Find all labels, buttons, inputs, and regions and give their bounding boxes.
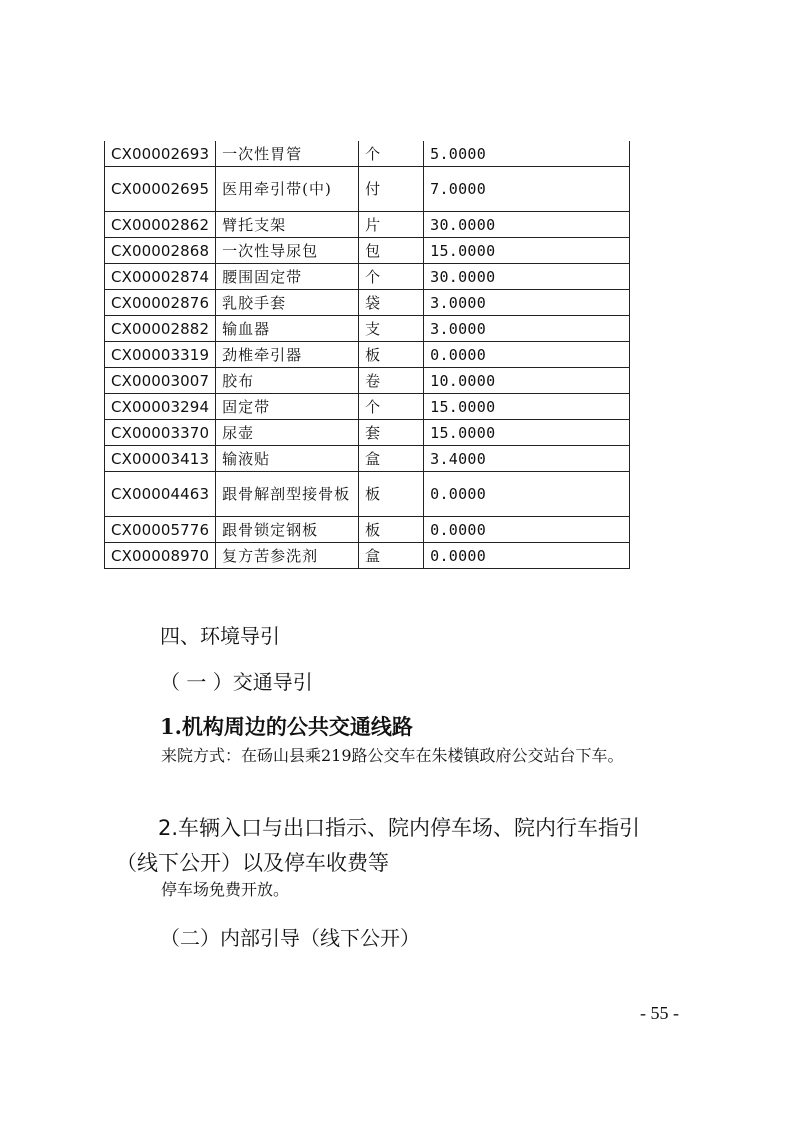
name-cell: 臂托支架 bbox=[216, 212, 359, 238]
price-cell: 0.0000 bbox=[424, 472, 630, 517]
price-cell: 0.0000 bbox=[424, 342, 630, 368]
price-cell: 30.0000 bbox=[424, 264, 630, 290]
name-cell: 劲椎牵引器 bbox=[216, 342, 359, 368]
subsection-heading: （二）内部引导（线下公开） bbox=[160, 926, 420, 950]
unit-cell: 付 bbox=[359, 167, 424, 212]
table-row bbox=[105, 394, 630, 420]
price-cell: 15.0000 bbox=[424, 420, 630, 446]
code-cell: CX00004463 bbox=[105, 472, 216, 517]
page-number: - 55 - bbox=[640, 1003, 679, 1023]
paragraph: 停车场免费开放。 bbox=[161, 880, 290, 899]
code-cell: CX00003413 bbox=[105, 446, 216, 472]
unit-cell: 板 bbox=[359, 517, 424, 543]
name-cell: 复方苦参洗剂 bbox=[216, 543, 359, 569]
price-cell: 15.0000 bbox=[424, 238, 630, 264]
code-cell: CX00008970 bbox=[105, 543, 216, 569]
code-cell: CX00003319 bbox=[105, 342, 216, 368]
unit-cell: 板 bbox=[359, 472, 424, 517]
section-heading: 四、环境导引 bbox=[160, 624, 280, 648]
table-row bbox=[105, 420, 630, 446]
unit-cell: 支 bbox=[359, 316, 424, 342]
consumables-price-table bbox=[104, 141, 630, 569]
unit-cell: 袋 bbox=[359, 290, 424, 316]
name-cell: 输液贴 bbox=[216, 446, 359, 472]
code-cell: CX00002876 bbox=[105, 290, 216, 316]
unit-cell: 包 bbox=[359, 238, 424, 264]
code-cell: CX00002695 bbox=[105, 167, 216, 212]
code-cell: CX00003294 bbox=[105, 394, 216, 420]
table-row bbox=[105, 290, 630, 316]
name-cell: 腰围固定带 bbox=[216, 264, 359, 290]
price-cell: 3.4000 bbox=[424, 446, 630, 472]
table-body bbox=[105, 141, 630, 569]
unit-cell: 板 bbox=[359, 342, 424, 368]
code-cell: CX00003370 bbox=[105, 420, 216, 446]
code-cell: CX00002862 bbox=[105, 212, 216, 238]
name-cell: 一次性胃管 bbox=[216, 141, 359, 167]
table-row bbox=[105, 342, 630, 368]
unit-cell: 个 bbox=[359, 264, 424, 290]
unit-cell: 片 bbox=[359, 212, 424, 238]
table-row bbox=[105, 238, 630, 264]
unit-cell: 盒 bbox=[359, 446, 424, 472]
price-cell: 3.0000 bbox=[424, 290, 630, 316]
table-row bbox=[105, 316, 630, 342]
name-cell: 胶布 bbox=[216, 368, 359, 394]
price-cell: 5.0000 bbox=[424, 141, 630, 167]
code-cell: CX00005776 bbox=[105, 517, 216, 543]
table-row bbox=[105, 368, 630, 394]
name-cell: 跟骨解剖型接骨板 bbox=[216, 472, 359, 517]
code-cell: CX00002868 bbox=[105, 238, 216, 264]
price-cell: 10.0000 bbox=[424, 368, 630, 394]
table-row bbox=[105, 446, 630, 472]
name-cell: 乳胶手套 bbox=[216, 290, 359, 316]
price-cell: 7.0000 bbox=[424, 167, 630, 212]
item-heading: 1.机构周边的公共交通线路 bbox=[160, 714, 413, 739]
table-row bbox=[105, 517, 630, 543]
item-heading: 2.车辆入口与出口指示、院内停车场、院内行车指引（线下公开）以及停车收费等 bbox=[116, 816, 641, 875]
unit-cell: 盒 bbox=[359, 543, 424, 569]
price-cell: 0.0000 bbox=[424, 517, 630, 543]
code-cell: CX00002874 bbox=[105, 264, 216, 290]
name-cell: 输血器 bbox=[216, 316, 359, 342]
unit-cell: 个 bbox=[359, 394, 424, 420]
name-cell: 医用牵引带(中) bbox=[216, 167, 359, 212]
unit-cell: 个 bbox=[359, 141, 424, 167]
name-cell: 尿壶 bbox=[216, 420, 359, 446]
table-row bbox=[105, 472, 630, 517]
code-cell: CX00002693 bbox=[105, 141, 216, 167]
table-row bbox=[105, 212, 630, 238]
unit-cell: 套 bbox=[359, 420, 424, 446]
name-cell: 固定带 bbox=[216, 394, 359, 420]
subsection-heading: （ 一 ）交通导引 bbox=[160, 670, 313, 694]
code-cell: CX00002882 bbox=[105, 316, 216, 342]
code-cell: CX00003007 bbox=[105, 368, 216, 394]
price-cell: 15.0000 bbox=[424, 394, 630, 420]
name-cell: 跟骨锁定钢板 bbox=[216, 517, 359, 543]
table-row bbox=[105, 167, 630, 212]
price-cell: 3.0000 bbox=[424, 316, 630, 342]
price-cell: 30.0000 bbox=[424, 212, 630, 238]
table-row bbox=[105, 264, 630, 290]
unit-cell: 卷 bbox=[359, 368, 424, 394]
paragraph: 来院方式：在砀山县乘219路公交车在朱楼镇政府公交站台下车。 bbox=[161, 746, 624, 765]
name-cell: 一次性导尿包 bbox=[216, 238, 359, 264]
price-cell: 0.0000 bbox=[424, 543, 630, 569]
table-row bbox=[105, 141, 630, 167]
table-row bbox=[105, 543, 630, 569]
